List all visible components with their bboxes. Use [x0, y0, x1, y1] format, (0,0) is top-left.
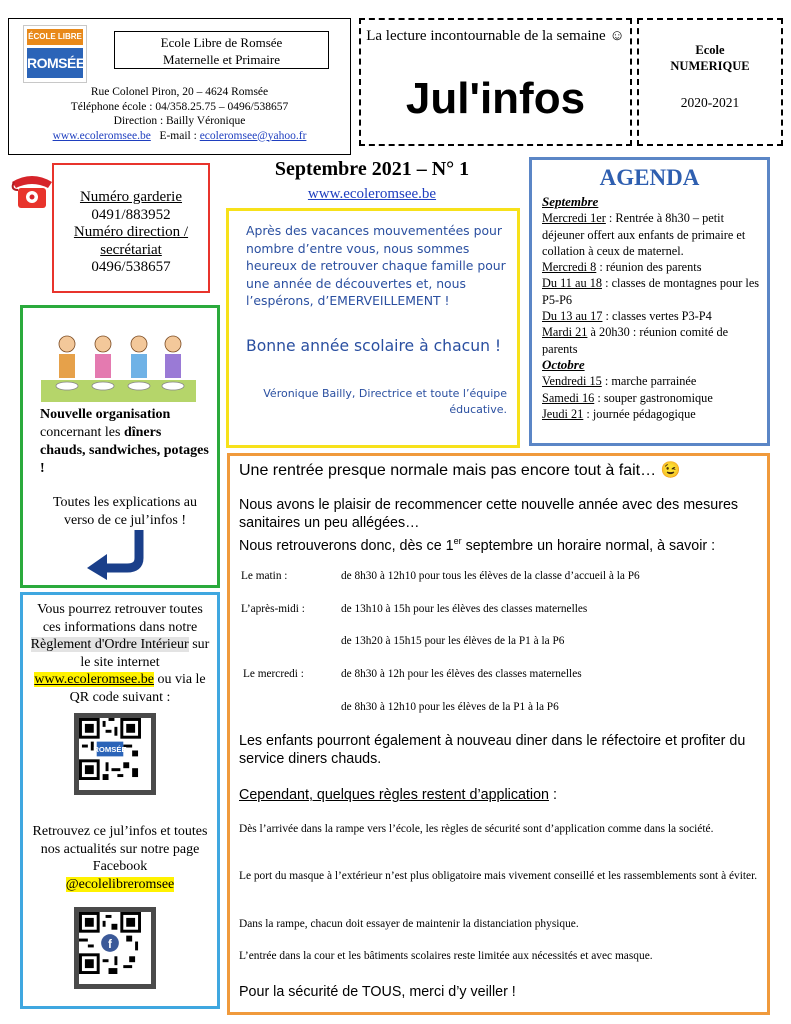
- organisation-text: [40, 406, 210, 478]
- ecole-numerique-box: [637, 18, 783, 146]
- agenda-item: [542, 406, 764, 422]
- school-name-box: [114, 31, 329, 69]
- school-name: Ecole Libre de Romsée: [160, 35, 283, 50]
- final-message: Pour la sécurité de TOUS, merci d’y veiller !: [239, 984, 516, 1000]
- dine-text: Les enfants pourront également à nouveau diner dans le réfectoire et profiter du service diners chauds.: [239, 733, 746, 767]
- school-logo: [23, 25, 87, 83]
- rules-heading-text: Cependant, quelques règles restent d’application: [239, 787, 549, 803]
- reglement-name: Règlement d'Ordre Intérieur: [30, 637, 189, 652]
- schedule-label: Le matin :: [241, 570, 288, 582]
- direction-label: Numéro direction / secrétariat: [73, 224, 189, 258]
- agenda-date: Mercredi 1er: [542, 211, 606, 226]
- schedule-label: Le mercredi :: [243, 668, 304, 680]
- rentree-intro: [239, 496, 764, 555]
- agenda-item: [542, 390, 764, 406]
- info-links-box: [20, 592, 220, 1009]
- welcome-signature: Véronique Bailly, Directrice et toute l’équipe éducative.: [263, 387, 507, 416]
- facebook-qr-code[interactable]: [74, 907, 156, 989]
- title-box: [359, 18, 632, 146]
- agenda-text: : Rentrée à 8h30 – petit déjeuner offert aux enfants de primaire et collation à ceux de maternel.: [542, 211, 746, 258]
- organisation-explain: Toutes les explications au verso de ce jul’infos !: [52, 495, 198, 528]
- rule-item: L’entrée dans la cour et les bâtiments scolaires reste limitée aux nécessités et avec masque.: [239, 950, 653, 962]
- schedule-value: de 13h10 à 15h pour les élèves des classes maternelles: [341, 603, 588, 615]
- newsletter-title: Jul'infos: [405, 74, 586, 123]
- agenda-title: AGENDA: [599, 165, 700, 190]
- schedule-value: de 8h30 à 12h10 pour les élèves de la P1 à la P6: [341, 701, 559, 713]
- agenda-item: [542, 308, 764, 324]
- rule-item: Dans la rampe, chacun doit essayer de maintenir la distanciation physique.: [239, 918, 579, 930]
- agenda-text: : classes de montagnes pour les P5-P6: [542, 276, 760, 307]
- address-line: Rue Colonel Piron, 20 – 4624 Romsée: [90, 86, 269, 98]
- organisation-mid: concernant les: [40, 425, 124, 440]
- facebook-intro: Retrouvez ce jul’infos et toutes nos actualités sur notre page Facebook: [32, 824, 208, 874]
- issue-website-link[interactable]: [222, 186, 522, 203]
- rentree-intro-2a: Nous retrouverons donc, dès ce 1: [239, 537, 454, 554]
- logo-top-text: ÉCOLE LIBRE: [27, 29, 83, 45]
- issue-title: Septembre 2021 – N° 1: [274, 158, 470, 180]
- schedule-value: de 8h30 à 12h10 pour tous les élèves de la classe d’accueil à la P6: [341, 570, 640, 582]
- agenda-text: : classes vertes P3-P4: [602, 309, 712, 324]
- organisation-title: Nouvelle organisation: [40, 407, 171, 422]
- phone-line: Téléphone école : 04/358.25.75 – 0496/538657: [70, 100, 289, 113]
- contact-numbers-box: [52, 163, 210, 293]
- reglement-mid: sur le site internet: [80, 637, 210, 670]
- agenda-item: [542, 324, 764, 357]
- school-address: [9, 85, 350, 143]
- agenda-item: [542, 259, 764, 275]
- agenda-month: Octobre: [542, 356, 585, 372]
- agenda-date: Jeudi 21: [542, 406, 584, 421]
- agenda-date: Samedi 16: [542, 390, 595, 405]
- issue-website-text[interactable]: www.ecoleromsee.be: [307, 186, 437, 202]
- agenda-item: [542, 210, 764, 259]
- website-qr-code[interactable]: [74, 713, 156, 795]
- agenda-date: Du 11 au 18: [542, 276, 602, 291]
- facebook-icon: f: [108, 937, 112, 952]
- school-year: 2020-2021: [680, 95, 740, 110]
- website-link[interactable]: www.ecoleromsee.be: [52, 129, 151, 142]
- rentree-intro-1: Nous avons le plaisir de recommencer cette nouvelle année avec des mesures sanitaires un peu allégées…: [239, 497, 739, 531]
- schedule-label: L’après-midi :: [241, 603, 305, 615]
- organisation-items: dîners chauds, sandwiches, potages !: [40, 425, 209, 476]
- agenda-date: Vendredi 15: [542, 374, 602, 389]
- rule-item: Dès l’arrivée dans la rampe vers l’école, les règles de sécurité sont d’application comme dans la société.: [239, 823, 714, 835]
- reglement-intro: Vous pourrez retrouver toutes ces informations dans notre: [37, 602, 203, 635]
- agenda-text: : journée pédagogique: [583, 406, 696, 421]
- schedule-value: de 8h30 à 12h pour les élèves des classes maternelles: [341, 668, 582, 680]
- rentree-title: Une rentrée presque normale mais pas encore tout à fait… 😉: [239, 462, 681, 479]
- ecole-line2: NUMERIQUE: [670, 59, 750, 73]
- agenda-date: Du 13 au 17: [542, 309, 603, 324]
- agenda-item: [542, 373, 764, 389]
- rentree-box: [227, 453, 770, 1015]
- rentree-intro-2b: septembre un horaire normal, à savoir :: [461, 537, 716, 554]
- agenda-text: à 20h30 : réunion comité de parents: [542, 325, 729, 356]
- facebook-text: [27, 823, 213, 893]
- ecole-line1: Ecole: [695, 43, 725, 57]
- agenda-list: [542, 194, 764, 422]
- ecole-numerique: [639, 42, 781, 74]
- children-table-illustration: [41, 322, 196, 402]
- telephone-icon: [8, 168, 56, 212]
- garderie-label: Numéro garderie: [79, 189, 183, 205]
- facebook-handle[interactable]: @ecolelibreromsee: [65, 876, 175, 892]
- rule-item: Le port du masque à l’extérieur n’est plus obligatoire mais vivement conseillé et les rassemblements sont à éviter.: [239, 870, 758, 882]
- qr-pattern: [79, 912, 141, 974]
- garderie-number: 0491/883952: [91, 206, 171, 223]
- agenda-item: [542, 275, 764, 308]
- email-label: E-mail :: [159, 129, 197, 142]
- reglement-text: [27, 601, 213, 706]
- agenda-text: : marche parrainée: [601, 374, 697, 389]
- qr-pattern: [79, 718, 141, 780]
- agenda-text: : souper gastronomique: [594, 390, 713, 405]
- agenda-date: Mardi 21: [542, 325, 588, 340]
- welcome-greeting: Bonne année scolaire à chacun !: [246, 337, 502, 355]
- reglement-end: ou via le QR code suivant :: [69, 672, 206, 705]
- welcome-text: Après des vacances mouvementées pour nombre d’entre vous, nous sommes heureux de retrouver chaque famille pour une année de découvertes et, nous l’espérons, d’EMERVEILLEMENT !: [246, 223, 506, 308]
- agenda-box: [529, 157, 770, 446]
- rentree-intro-sup: er: [453, 536, 462, 546]
- welcome-box: [226, 208, 520, 448]
- agenda-month: Septembre: [542, 194, 599, 209]
- contact-line: [9, 129, 350, 144]
- email-link[interactable]: ecoleromsee@yahoo.fr: [199, 129, 307, 142]
- organisation-box: [20, 305, 220, 588]
- direction-number: 0496/538657: [91, 259, 171, 275]
- rentree-intro-2: [239, 532, 764, 555]
- logo-bottom-text: ROMSÉE: [27, 48, 83, 78]
- direction-line: Direction : Bailly Véronique: [113, 115, 246, 127]
- school-header-box: [8, 18, 351, 155]
- qr1-label: ROMSÉE: [93, 744, 127, 754]
- agenda-date: Mercredi 8: [542, 260, 597, 275]
- schedule-value: de 13h20 à 15h15 pour les élèves de la P1 à la P6: [341, 635, 565, 647]
- school-subtitle: Maternelle et Primaire: [163, 52, 280, 67]
- curved-arrow-icon: [81, 528, 151, 580]
- rules-heading: [239, 787, 764, 803]
- tagline: La lecture incontournable de la semaine ☺: [366, 28, 625, 44]
- reglement-site-link[interactable]: www.ecoleromsee.be: [34, 672, 154, 687]
- agenda-text: : réunion des parents: [596, 260, 702, 275]
- rules-heading-tail: :: [548, 787, 557, 803]
